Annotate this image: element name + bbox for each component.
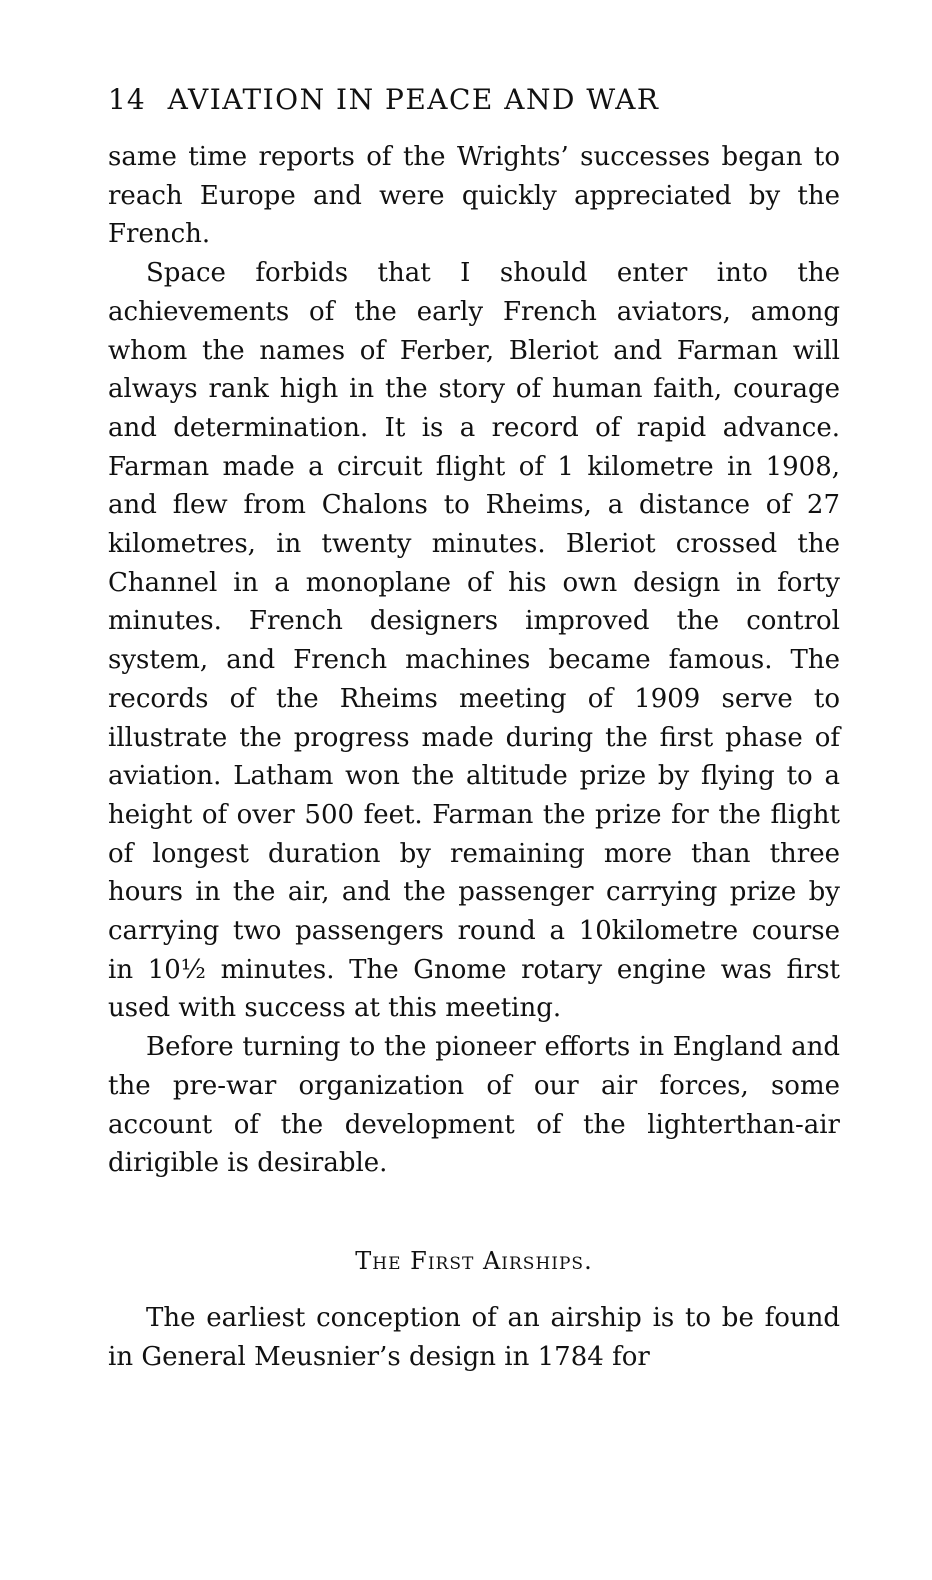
running-head <box>108 80 840 120</box>
section-heading <box>108 1241 840 1281</box>
paragraph-continued: same time reports of the Wrights’ successes began to reach Europe and were quickly appreciated by the French. <box>108 142 840 250</box>
paragraph-french-aviators: Space forbids that I should enter into the achievements of the early French aviators, among whom the names of Ferber, Bleriot and Farman will always rank high in the story of human faith, courage and determination. It is a record of rapid advance. Farman made a circuit flight of 1 kilometre in 1908, and flew from Chalons to Rheims, a distance of 27 kilometres, in twenty minutes. Bleriot crossed the Channel in a monoplane of his own design in forty minutes. French designers improved the control system, and French machines became famous. The records of the Rheims meeting of 1909 serve to illustrate the progress made during the first phase of aviation. Latham won the altitude prize by flying to a height of over 500 feet. Farman the prize for the flight of longest duration by remaining more than three hours in the air, and the passenger carrying prize by carrying two passengers round a 10kilometre course in 10½ minutes. The Gnome rotary engine was first used with success at this meeting. <box>108 258 840 1024</box>
running-title: AVIATION IN PEACE AND WAR <box>167 83 660 116</box>
paragraph-transition: Before turning to the pioneer efforts in England and the pre-war organization of our air forces, some account of the development of the lighterthan-air dirigible is desirable. <box>108 1032 840 1179</box>
book-page <box>108 80 840 1376</box>
page-number: 14 <box>108 83 146 116</box>
section-heading-text: The First Airships. <box>355 1246 593 1275</box>
paragraph-first-airships: The earliest conception of an airship is to be found in General Meusnier’s design in 1784 for <box>108 1302 840 1372</box>
